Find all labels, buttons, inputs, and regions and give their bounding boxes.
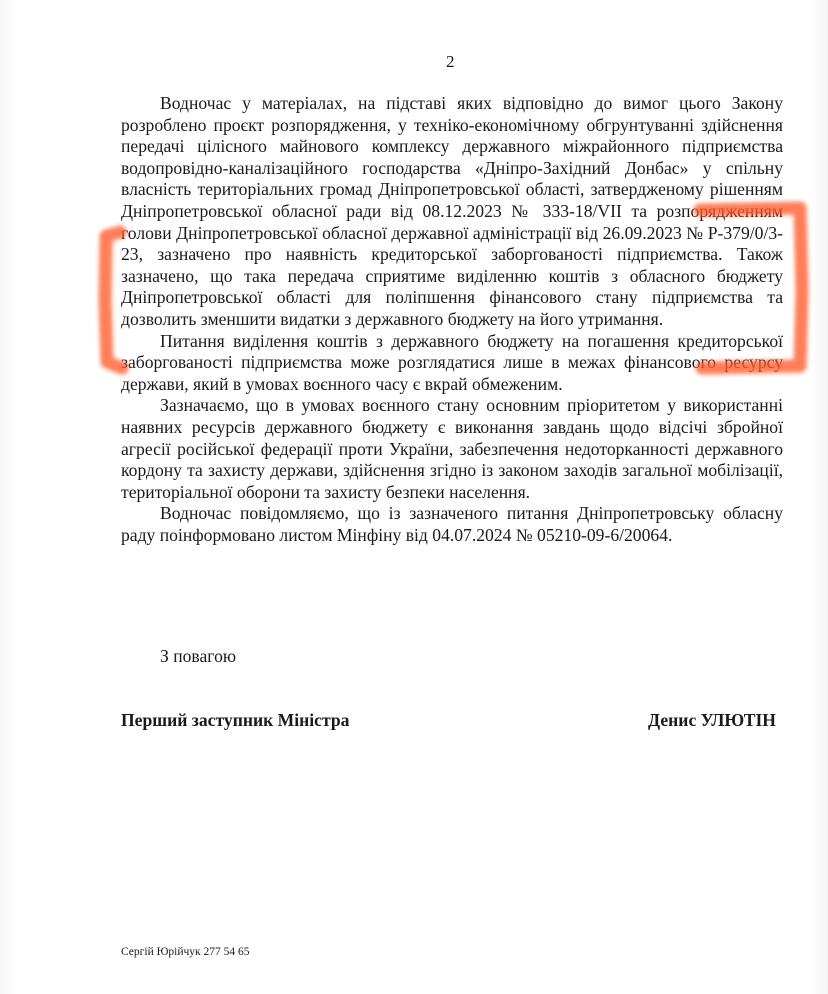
signatory-title: Перший заступник Міністра bbox=[121, 710, 350, 730]
letter-body bbox=[121, 93, 783, 546]
paragraph-1: Водночас у матеріалах, на підставі яких відповідно до вимог цього Закону розроблено проєкт розпорядження, у техніко-економічному обгрунтуванні здійснення передачі цілісного майнового комплексу державного міжрайонного підприємства водопровідно-каналізаційного господарства «Дніпро-Західний Донбас» у спільну власність територіальних громад Дніпропетровської області, затвердженому рішенням Дніпропетровської обласної ради від 08.12.2023 № 333-18/VII та розпорядженням голови Дніпропетровської обласної державної адміністрації від 26.09.2023 № Р-379/0/3-23, зазначено про наявність кредиторської заборгованості підприємства. Також зазначено, що така передача сприятиме виділенню коштів з обласного бюджету Дніпропетровської області для поліпшення фінансового стану підприємства та дозволить зменшити видатки з державного бюджету на його утримання. bbox=[121, 93, 783, 329]
signature-block bbox=[121, 710, 776, 731]
paragraph-2: Питання виділення коштів з державного бюджету на погашення кредиторської заборгованості підприємства може розглядатися лише в межах фінансового ресурсу держави, який в умовах воєнного часу є вкрай обмеженим. bbox=[121, 330, 783, 394]
paragraph-3: Зазначаємо, що в умовах воєнного стану основним пріоритетом у використанні наявних ресурсів державного бюджету є виконання завдань щодо відсічі збройної агресії російської федерації проти України, забезпечення недоторканності державного кордону та захисту держави, здійснення згідно із законом заходів загальної мобілізації, територіальної оборони та захисту безпеки населення. bbox=[121, 395, 783, 502]
document-page: 2 Водночас у матеріалах, на підставі яких відповідно до вимог цього Закону розроблено проєкт розпорядження, у техніко-економічному обгрунтуванні здійснення передачі цілісного майнового комплексу державного міжрайонного підприємства водопровідно-каналізаційного господарства «Дніпро-Західний Донбас» у спільну власність територіальних громад Дніпропетровської області, затвердженому рішенням Дніпропетровської обласної ради від 08.12.2023 № 333-18/VII та розпорядженням голови Дніпропетровської обласної державної адміністрації від 26.09.2023 № Р-379/0/3-23, зазначено про наявність кредиторської заборгованості підприємства. Також зазначено, що така передача сприятиме виділенню коштів з обласного бюджету Дніпропетровської області для поліпшення фінансового стану підприємства та дозволить зменшити видатки з державного бюджету на його утримання. Питання виділення коштів з державного бюджету на погашення кредиторської заборгованості підприємства може розглядатися лише в межах фінансового ресурсу держави, який в умовах воєнного часу є вкрай обмеженим. Зазначаємо, що в умовах воєнного стану основним пріоритетом у використанні наявних ресурсів державного бюджету є виконання завдань щодо відсічі збройної агресії російської федерації проти України, забезпечення недоторканності державного кордону та захисту держави, здійснення згідно із законом заходів загальної мобілізації, територіальної оборони та захисту безпеки населення. Водночас повідомляємо, що із зазначеного питання Дніпропетровську обласну раду поінформовано листом Мінфіну від 04.07.2024 № 05210-09-6/20064. З повагою Перший заступник Міністра Денис УЛЮТІН Сергій Юрійчук 277 54 65 bbox=[0, 0, 828, 994]
closing-phrase: З повагою bbox=[160, 646, 237, 666]
paragraph-4: Водночас повідомляємо, що із зазначеного питання Дніпропетровську обласну раду поінформовано листом Мінфіну від 04.07.2024 № 05210-09-6/20064. bbox=[121, 503, 783, 545]
signatory-name: Денис УЛЮТІН bbox=[648, 710, 776, 730]
executor-contact: Сергій Юрійчук 277 54 65 bbox=[121, 946, 250, 958]
